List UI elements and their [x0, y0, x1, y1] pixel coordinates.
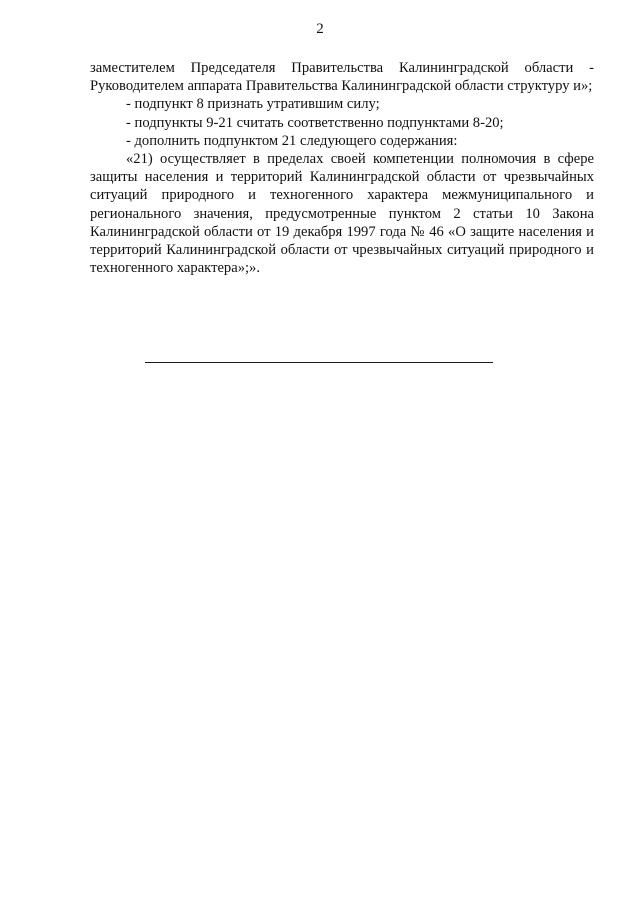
list-item-subpoint-8: - подпункт 8 признать утратившим силу; — [126, 96, 380, 113]
paragraph-subpoint-21-text: «21) осуществляет в пределах своей компетенции полномочия в сфере защиты населения и территорий Калининградской области от чрезвычайных ситуаций природного и техногенного характера межмуниципального и регионального значения, предусмотренные пунктом 2 статьи 10 Закона Калининградской области от 19 декабря 1997 года № 46 «О защите населения и территорий Калининградской области от чрезвычайных ситуаций природного и техногенного характера»;». — [90, 151, 594, 277]
end-divider-line — [145, 362, 493, 363]
list-item-subpoints-renumber: - подпункты 9-21 считать соответственно подпунктами 8-20; — [126, 114, 504, 131]
document-body — [90, 59, 594, 277]
paragraph-continuation: заместителем Председателя Правительства Калининградской области - Руководителем аппарата Правительства Калининградской области структуру и»; — [90, 60, 594, 95]
page-number: 2 — [316, 21, 324, 37]
list-item-add-subpoint-21: - дополнить подпунктом 21 следующего содержания: — [126, 132, 458, 149]
